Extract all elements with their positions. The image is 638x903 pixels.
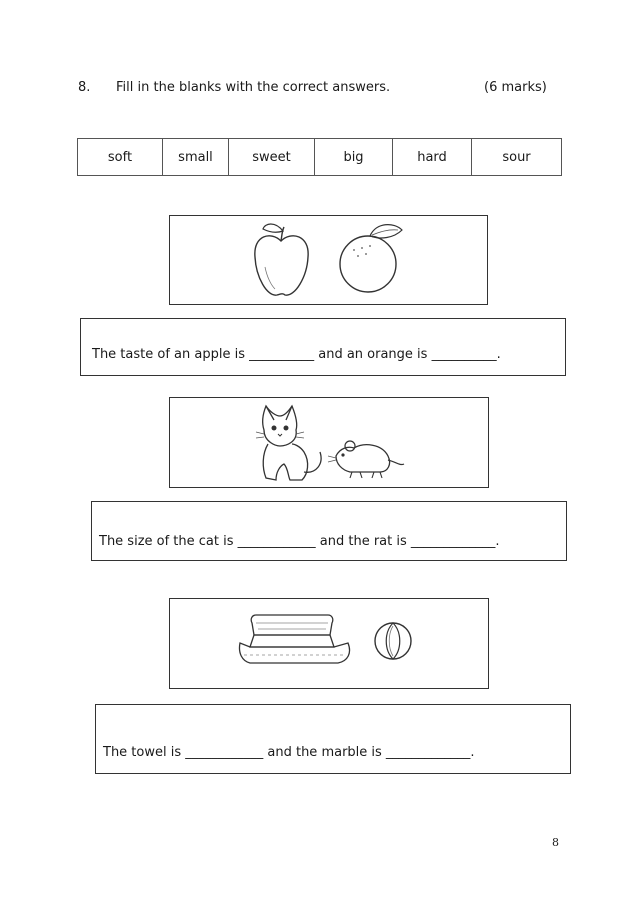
word-bank-cell-sour: sour (472, 139, 562, 176)
towel-icon (236, 609, 356, 675)
picture-box-objects (169, 598, 489, 689)
marble-icon (370, 618, 416, 664)
sentence-size: The size of the cat is ____________ and the rat is _____________. (99, 534, 500, 549)
sentence-box-size (91, 501, 567, 561)
sentence-texture: The towel is ____________ and the marble is _____________. (103, 745, 475, 760)
picture-box-fruits (169, 215, 488, 305)
picture-box-animals (169, 397, 489, 488)
question-marks: (6 marks) (484, 80, 547, 95)
cat-icon (258, 402, 330, 484)
orange-icon (336, 220, 416, 300)
word-bank-cell-hard: hard (393, 139, 472, 176)
word-bank-cell-big: big (315, 139, 393, 176)
question-number: 8. (78, 80, 91, 95)
question-instruction: Fill in the blanks with the correct answers. (116, 80, 391, 95)
sentence-box-taste (80, 318, 566, 376)
page-number: 8 (552, 836, 559, 849)
word-bank-cell-soft: soft (78, 139, 163, 176)
rat-icon (330, 436, 408, 482)
sentence-box-texture (95, 704, 571, 774)
apple-icon (247, 219, 317, 299)
sentence-taste: The taste of an apple is __________ and an orange is __________. (92, 347, 501, 362)
word-bank-cell-small: small (163, 139, 229, 176)
word-bank-cell-sweet: sweet (229, 139, 315, 176)
word-bank-table (77, 138, 562, 176)
